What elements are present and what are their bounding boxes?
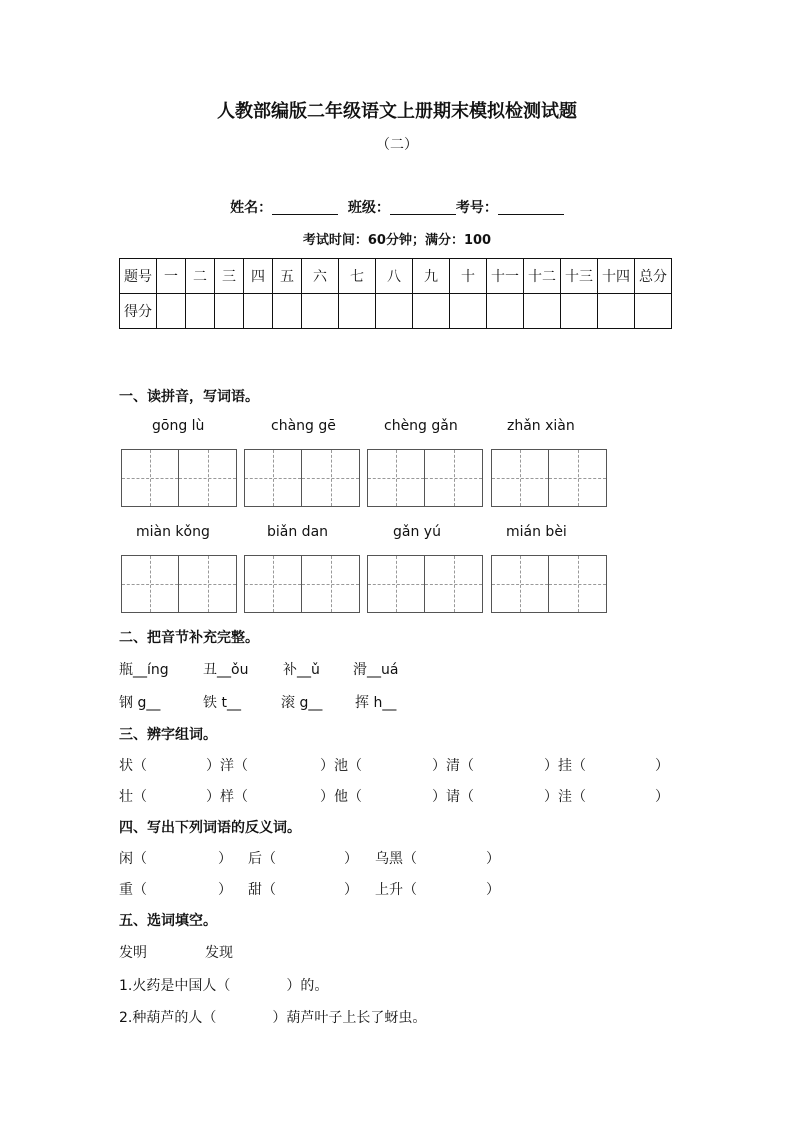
score-cell[interactable] [376, 294, 413, 329]
class-blank[interactable] [390, 200, 456, 215]
score-cell[interactable] [302, 294, 339, 329]
writing-grid[interactable] [491, 555, 607, 613]
grid-cell[interactable] [491, 449, 549, 507]
writing-grid[interactable] [367, 555, 483, 613]
score-cell[interactable] [157, 294, 186, 329]
grid-cell[interactable] [121, 449, 179, 507]
page-subtitle: （二） [376, 137, 418, 153]
grid-cell[interactable] [179, 449, 237, 507]
grid-cell[interactable] [302, 449, 360, 507]
grid-cell[interactable] [179, 555, 237, 613]
score-cell[interactable] [450, 294, 487, 329]
word-group-item: 壮（ [119, 789, 147, 805]
score-cell[interactable] [244, 294, 273, 329]
word-group-item: 状（ [119, 758, 147, 774]
pinyin-label: miàn kǒng [136, 524, 210, 540]
fill-question: 1.火药是中国人（ ）的。 [119, 978, 329, 994]
grid-cell[interactable] [121, 555, 179, 613]
writing-grid[interactable] [121, 449, 237, 507]
score-cell[interactable] [186, 294, 215, 329]
header-cell: 九 [413, 259, 450, 294]
word-choice: 发现 [205, 945, 233, 961]
word-group-item: ） [655, 789, 669, 805]
score-header-row [120, 259, 672, 294]
pinyin-label: chèng gǎn [384, 418, 458, 434]
antonym-item: 后（ [248, 851, 276, 867]
header-cell: 一 [157, 259, 186, 294]
header-cell: 十三 [561, 259, 598, 294]
header-cell: 二 [186, 259, 215, 294]
header-cell: 十四 [598, 259, 635, 294]
writing-grid[interactable] [121, 555, 237, 613]
header-cell: 十一 [487, 259, 524, 294]
syllable-item: 挥 h__ [355, 695, 397, 711]
section-3-title: 三、辨字组词。 [119, 727, 217, 743]
header-cell: 题号 [120, 259, 157, 294]
score-cell[interactable] [598, 294, 635, 329]
header-cell: 八 [376, 259, 413, 294]
antonym-item: ） [486, 882, 500, 898]
score-cell[interactable] [561, 294, 598, 329]
score-row [120, 294, 672, 329]
header-cell: 六 [302, 259, 339, 294]
pinyin-label: zhǎn xiàn [507, 418, 575, 434]
word-group-item: ）洋（ [206, 758, 248, 774]
pinyin-label: mián bèi [506, 524, 567, 540]
grid-cell[interactable] [367, 449, 425, 507]
grid-cell[interactable] [491, 555, 549, 613]
score-cell[interactable] [524, 294, 561, 329]
score-table [119, 258, 672, 329]
writing-grid[interactable] [367, 449, 483, 507]
score-cell[interactable] [635, 294, 672, 329]
word-group-item: ）他（ [320, 789, 362, 805]
word-group-item: ）挂（ [544, 758, 586, 774]
section-4-title: 四、写出下列词语的反义词。 [119, 820, 301, 836]
antonym-item: ） [344, 851, 358, 867]
antonym-item: 乌黑（ [375, 851, 417, 867]
grid-cell[interactable] [549, 555, 607, 613]
antonym-item: 闲（ [119, 851, 147, 867]
pinyin-label: chàng gē [271, 418, 336, 434]
student-info [0, 197, 794, 217]
score-cell[interactable] [273, 294, 302, 329]
header-cell: 十 [450, 259, 487, 294]
grid-cell[interactable] [244, 449, 302, 507]
exam-no-label: 考号： [455, 200, 498, 216]
exam-no-blank[interactable] [498, 200, 564, 215]
pinyin-label: gōng lù [152, 418, 205, 434]
syllable-item: 补__ǔ [283, 662, 320, 678]
grid-cell[interactable] [302, 555, 360, 613]
word-group-item: ）请（ [432, 789, 474, 805]
score-row-label: 得分 [120, 294, 157, 329]
header-cell: 三 [215, 259, 244, 294]
antonym-item: 甜（ [248, 882, 276, 898]
page-title: 人教部编版二年级语文上册期末模拟检测试题 [217, 101, 577, 122]
header-cell: 十二 [524, 259, 561, 294]
word-choice: 发明 [119, 945, 147, 961]
grid-cell[interactable] [425, 555, 483, 613]
antonym-item: ） [344, 882, 358, 898]
syllable-item: 钢 g__ [119, 695, 161, 711]
header-cell: 五 [273, 259, 302, 294]
word-group-item: ）样（ [206, 789, 248, 805]
section-5-title: 五、选词填空。 [119, 913, 217, 929]
pinyin-label: biǎn dan [267, 524, 329, 540]
header-cell: 四 [244, 259, 273, 294]
name-blank[interactable] [272, 200, 338, 215]
fill-question: 2.种葫芦的人（ ）葫芦叶子上长了蚜虫。 [119, 1010, 427, 1026]
word-group-item: ）清（ [432, 758, 474, 774]
syllable-item: 铁 t__ [203, 695, 241, 711]
word-group-item: ）池（ [320, 758, 362, 774]
writing-grid[interactable] [491, 449, 607, 507]
class-label: 班级： [347, 200, 390, 216]
name-label: 姓名： [230, 200, 273, 216]
antonym-item: ） [218, 851, 232, 867]
syllable-item: 滑__uá [353, 662, 399, 678]
header-cell: 总分 [635, 259, 672, 294]
score-cell[interactable] [487, 294, 524, 329]
pinyin-label: gǎn yú [393, 524, 441, 540]
exam-info: 考试时间：60分钟；满分：100 [302, 233, 492, 248]
grid-cell[interactable] [549, 449, 607, 507]
writing-grid[interactable] [244, 449, 360, 507]
score-cell[interactable] [215, 294, 244, 329]
word-group-item: ）洼（ [544, 789, 586, 805]
header-cell: 七 [339, 259, 376, 294]
antonym-item: 上升（ [375, 882, 417, 898]
antonym-item: ） [486, 851, 500, 867]
syllable-item: 丑__ǒu [203, 662, 249, 678]
grid-cell[interactable] [367, 555, 425, 613]
antonym-item: ） [218, 882, 232, 898]
score-cell[interactable] [339, 294, 376, 329]
syllable-item: 滚 g__ [281, 695, 323, 711]
section-1-title: 一、读拼音，写词语。 [119, 389, 259, 405]
section-2-title: 二、把音节补充完整。 [119, 630, 259, 646]
grid-cell[interactable] [425, 449, 483, 507]
grid-cell[interactable] [244, 555, 302, 613]
writing-grid[interactable] [244, 555, 360, 613]
antonym-item: 重（ [119, 882, 147, 898]
syllable-item: 瓶__íng [119, 662, 169, 678]
score-cell[interactable] [413, 294, 450, 329]
word-group-item: ） [655, 758, 669, 774]
